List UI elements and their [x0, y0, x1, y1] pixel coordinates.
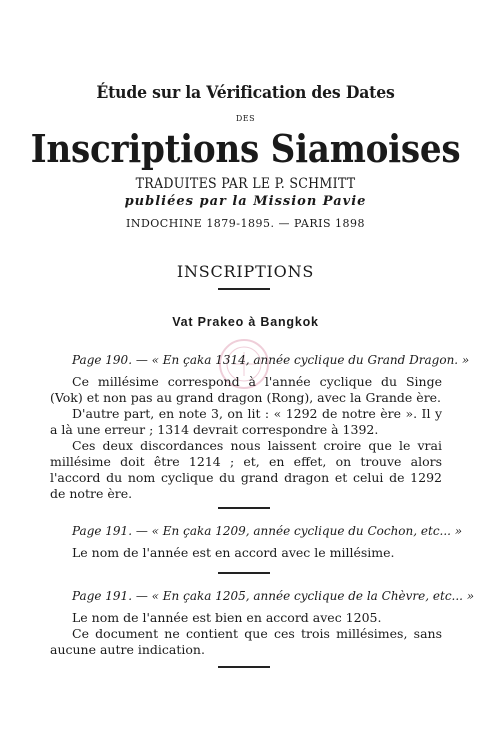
entry-3 [50, 588, 475, 658]
imprint-line: INDOCHINE 1879-1895. — PARIS 1898 [126, 217, 365, 230]
heading-rule [218, 288, 270, 290]
translator-line: TRADUITES PAR LE P. SCHMITT [135, 176, 356, 192]
entry-1-paragraph-2: D'autre part, en note 3, on lit : « 1292 de notre ère ». Il y a là une erreur ; 1314 devrait correspondre à 1392. [50, 406, 442, 437]
entry-2-paragraph-1: Le nom de l'année est en accord avec le millésime. [72, 545, 395, 560]
title-connector: DES [235, 114, 256, 123]
entry-3-paragraph-1: Le nom de l'année est bien en accord avec 1205. [72, 610, 382, 625]
section-heading: INSCRIPTIONS [176, 262, 315, 281]
separator-rule-3 [218, 666, 270, 668]
separator-rule-1 [218, 507, 270, 509]
title-line-1: Étude sur la Vérification des Dates [96, 83, 395, 103]
entry-3-paragraph-2: Ce document ne contient que ces trois millésimes, sans aucune autre indication. [50, 626, 442, 657]
entry-3-header: Page 191. — « En çaka 1205, année cyclique de la Chèvre, etc... » [72, 589, 475, 603]
separator-rule-2 [218, 572, 270, 574]
entry-1 [50, 352, 470, 502]
entry-1-header: Page 190. — « En çaka 1314, année cyclique du Grand Dragon. » [72, 353, 470, 367]
publisher-line: publiées par la Mission Pavie [124, 194, 367, 209]
entry-1-paragraph-1: Ce millésime correspond à l'année cyclique du Singe (Vok) et non pas au grand dragon (Rong), avec la Grande ère. [50, 374, 442, 405]
entry-1-paragraph-3: Ces deux discordances nous laissent croire que le vrai millésime doit être 1214 ; et, en effet, on trouve alors l'accord du nom cyclique du grand dragon et celui de 1292 de notre ère. [50, 438, 442, 501]
entry-2 [50, 523, 463, 561]
main-title: Inscriptions Siamoises [30, 126, 461, 171]
section-subheading: Vat Prakeo à Bangkok [172, 315, 319, 329]
entry-2-header: Page 191. — « En çaka 1209, année cyclique du Cochon, etc... » [72, 524, 463, 538]
